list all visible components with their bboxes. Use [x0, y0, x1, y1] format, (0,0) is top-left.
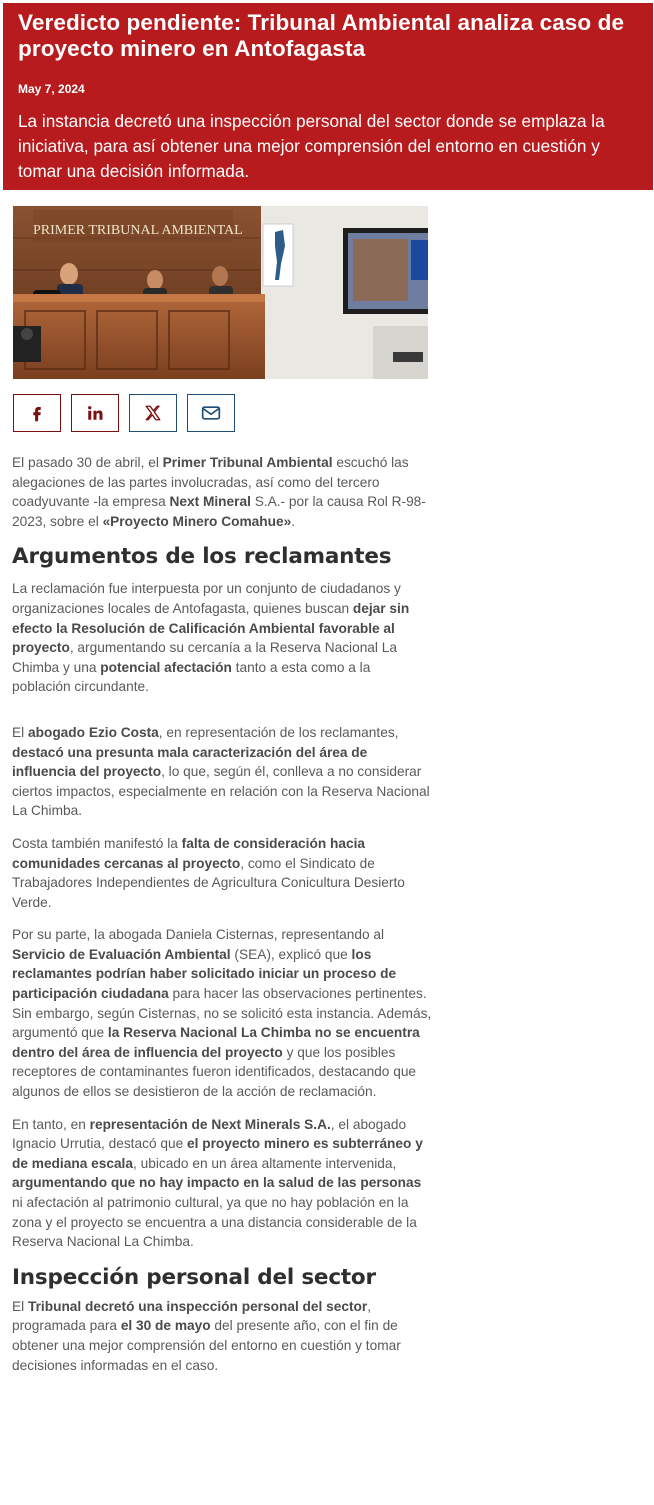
share-email-button[interactable] [187, 394, 235, 432]
linkedin-icon [86, 404, 104, 422]
paragraph-ezio-costa: El abogado Ezio Costa, en representación de los reclamantes, destacó una presunta mala caracterización del área de influencia del proyecto, lo que, según él, conlleva a no considerar ciertos impactos, especialmente en relación con la Reserva Nacional La Chimba. [12, 724, 430, 819]
share-linkedin-button[interactable] [71, 394, 119, 432]
facebook-icon [28, 404, 46, 422]
section-heading-argumentos: Argumentos de los reclamantes [12, 544, 392, 570]
paragraph-cisternas: Por su parte, la abogada Daniela Cisternas, representando al Servicio de Evaluación Ambiental (SEA), explicó que los reclamantes podrían haber solicitado iniciar un proceso de participación ciudadana para hacer las observaciones pertinentes. Sin embargo, según Cisternas, no se solicitó esta instancia. Además, argumentó que la Reserva Nacional La Chimba no se encuentra dentro del área de influencia del proyecto y que los posibles receptores de contaminantes fueron identificados, destacando que algunos de ellos se desistieron de la acción de reclamación. [12, 927, 432, 1100]
article-date: May 7, 2024 [18, 82, 85, 96]
share-x-button[interactable] [129, 394, 177, 432]
article-header [3, 3, 653, 190]
article-body [12, 453, 432, 1375]
courtroom-photo [13, 206, 428, 379]
article-lead: La instancia decretó una inspección personal del sector donde se emplaza la iniciativa, para así obtener una mejor comprensión del entorno en cuestión y tomar una decisión informada. [18, 111, 605, 181]
paragraph-urrutia: En tanto, en representación de Next Minerals S.A., el abogado Ignacio Urrutia, destacó que el proyecto minero es subterráneo y de mediana escala, ubicado en un área altamente intervenida, argumentando que no hay impacto en la salud de las personas ni afectación al patrimonio cultural, ya que no hay población en la zona y el proyecto se encuentra a una distancia considerable de la Reserva Nacional La Chimba. [12, 1116, 423, 1250]
share-facebook-button[interactable] [13, 394, 61, 432]
email-icon [201, 404, 221, 422]
paragraph-inspeccion: El Tribunal decretó una inspección personal del sector, programada para el 30 de mayo del presente año, con el fin de obtener una mejor comprensión del entorno en cuestión y tomar decisiones informadas en el caso. [12, 1298, 401, 1373]
paragraph-reclamacion: La reclamación fue interpuesta por un conjunto de ciudadanos y organizaciones locales de Antofagasta, quienes buscan dejar sin efecto la Resolución de Calificación Ambiental favorable al proyecto, argumentando su cercanía a la Reserva Nacional La Chimba y una potencial afectación tanto a esta como a la población circundante. [12, 581, 410, 695]
tribunal-wall-sign: PRIMER TRIBUNAL AMBIENTAL [33, 223, 243, 238]
article-title: Veredicto pendiente: Tribunal Ambiental analiza caso de proyecto minero en Antofagasta [18, 10, 625, 61]
x-icon [144, 404, 162, 422]
section-heading-inspeccion: Inspección personal del sector [12, 1264, 376, 1290]
courtroom-photo-illustration [13, 206, 428, 379]
paragraph-comunidades: Costa también manifestó la falta de consideración hacia comunidades cercanas al proyecto, como el Sindicato de Trabajadores Independientes de Agricultura Conicultura Desierto Verde. [12, 835, 405, 910]
paragraph-intro: El pasado 30 de abril, el Primer Tribunal Ambiental escuchó las alegaciones de las partes involucradas, así como del tercero coadyuvante -la empresa Next Mineral S.A.- por la causa Rol R-98-2023, sobre el «Proyecto Minero Comahue». [12, 455, 426, 529]
share-bar [13, 394, 235, 434]
